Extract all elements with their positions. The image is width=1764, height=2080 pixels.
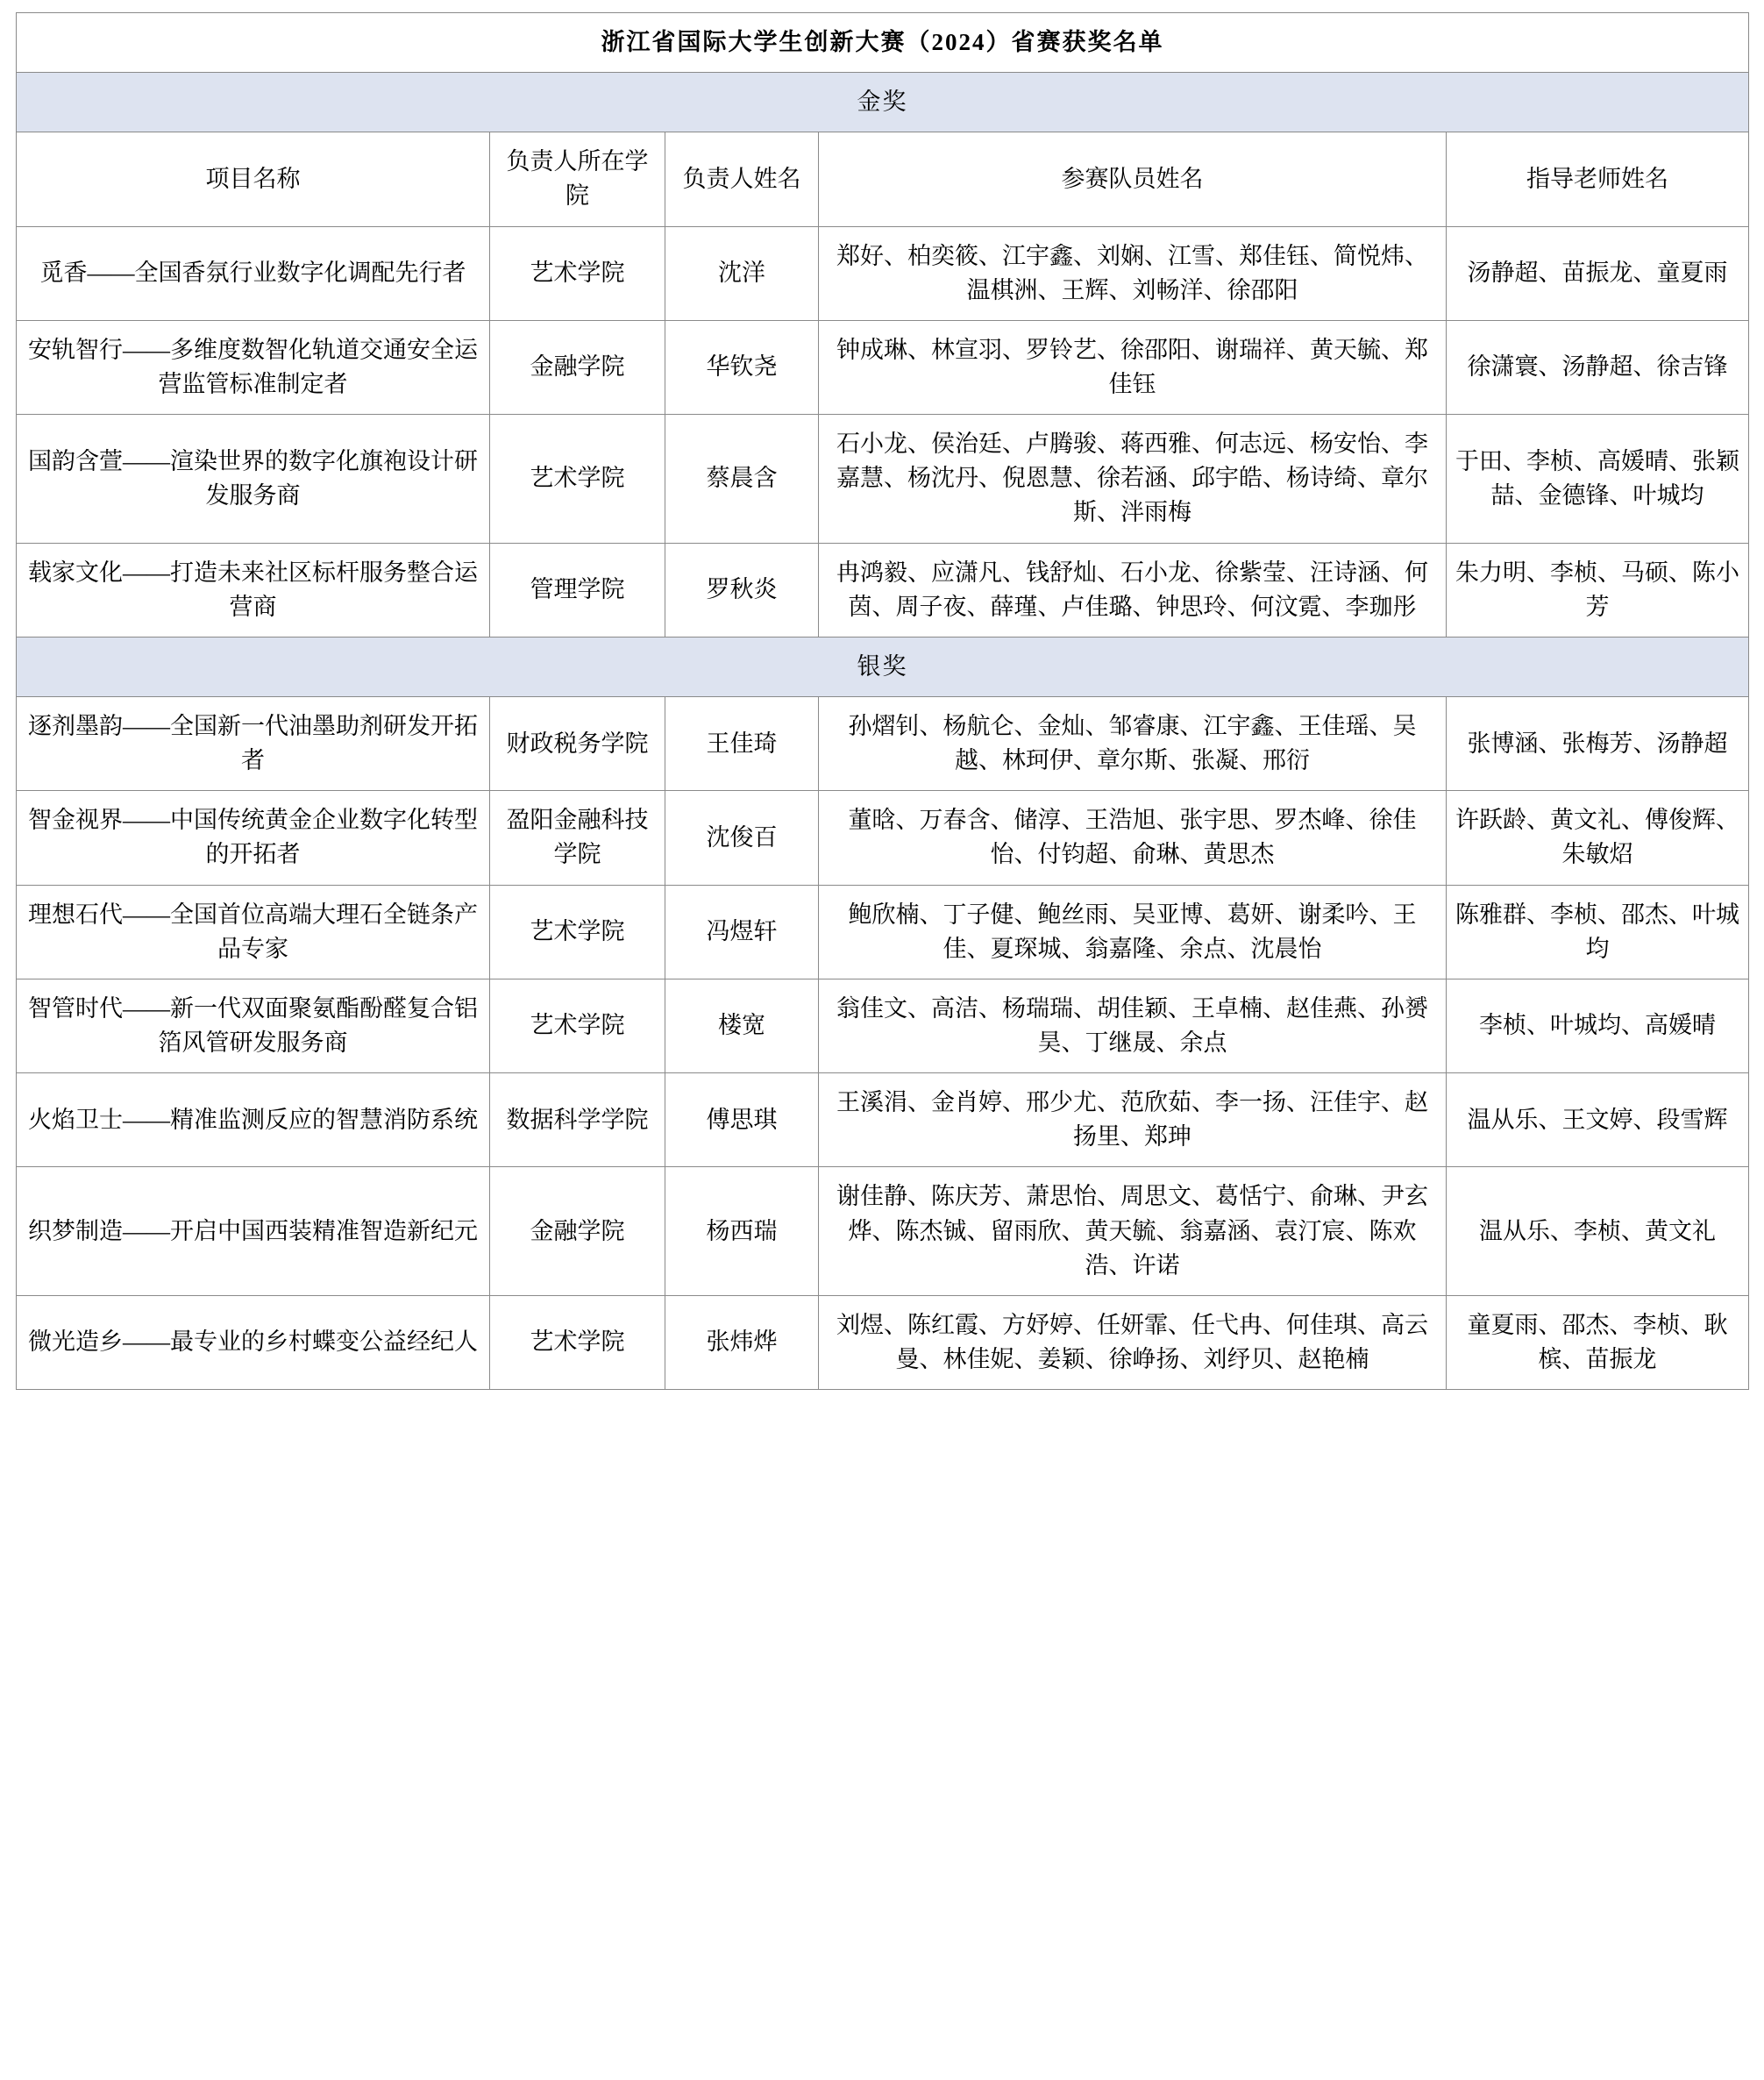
cell-project: 载家文化——打造未来社区标杆服务整合运营商 xyxy=(17,543,490,637)
cell-teachers: 张博涵、张梅芳、汤静超 xyxy=(1447,696,1749,790)
table-row xyxy=(17,696,1749,790)
column-header-teachers: 指导老师姓名 xyxy=(1447,132,1749,226)
cell-leader: 冯煜轩 xyxy=(665,885,819,979)
table-row xyxy=(17,1295,1749,1389)
table-row xyxy=(17,885,1749,979)
cell-college: 艺术学院 xyxy=(490,979,665,1072)
table-body xyxy=(17,13,1749,1390)
section-row-gold xyxy=(17,73,1749,132)
cell-members: 董晗、万春含、储淳、王浩旭、张宇思、罗杰峰、徐佳怡、付钧超、俞琳、黄思杰 xyxy=(819,791,1447,885)
table-row xyxy=(17,1073,1749,1167)
cell-college: 财政税务学院 xyxy=(490,696,665,790)
cell-members: 钟成琳、林宣羽、罗铃艺、徐邵阳、谢瑞祥、黄天毓、郑佳钰 xyxy=(819,320,1447,414)
cell-members: 翁佳文、高洁、杨瑞瑞、胡佳颖、王卓楠、赵佳燕、孙赟昊、丁继晟、余点 xyxy=(819,979,1447,1072)
cell-leader: 楼宽 xyxy=(665,979,819,1072)
table-row xyxy=(17,320,1749,414)
cell-members: 石小龙、侯治廷、卢腾骏、蒋西雅、何志远、杨安怡、李嘉慧、杨沈丹、倪恩慧、徐若涵、邱宇皓、杨诗绮、章尔斯、泮雨梅 xyxy=(819,415,1447,543)
column-header-college: 负责人所在学院 xyxy=(490,132,665,226)
document-title: 浙江省国际大学生创新大赛（2024）省赛获奖名单 xyxy=(17,13,1749,73)
table-row xyxy=(17,226,1749,320)
cell-project: 智金视界——中国传统黄金企业数字化转型的开拓者 xyxy=(17,791,490,885)
title-row xyxy=(17,13,1749,73)
cell-college: 艺术学院 xyxy=(490,1295,665,1389)
cell-college: 艺术学院 xyxy=(490,415,665,543)
cell-members: 孙熠钊、杨航仑、金灿、邹睿康、江宇鑫、王佳瑶、吴越、林珂伊、章尔斯、张凝、邢衍 xyxy=(819,696,1447,790)
cell-college: 金融学院 xyxy=(490,1167,665,1295)
cell-college: 艺术学院 xyxy=(490,885,665,979)
cell-leader: 蔡晨含 xyxy=(665,415,819,543)
table-row xyxy=(17,791,1749,885)
column-header-row xyxy=(17,132,1749,226)
section-row-silver xyxy=(17,637,1749,696)
section-header-silver: 银奖 xyxy=(17,637,1749,696)
cell-teachers: 陈雅群、李桢、邵杰、叶城均 xyxy=(1447,885,1749,979)
cell-leader: 杨西瑞 xyxy=(665,1167,819,1295)
cell-leader: 傅思琪 xyxy=(665,1073,819,1167)
section-header-gold: 金奖 xyxy=(17,73,1749,132)
cell-members: 王溪涓、金肖婷、邢少尤、范欣茹、李一扬、汪佳宇、赵扬里、郑珅 xyxy=(819,1073,1447,1167)
cell-college: 数据科学学院 xyxy=(490,1073,665,1167)
cell-project: 火焰卫士——精准监测反应的智慧消防系统 xyxy=(17,1073,490,1167)
cell-leader: 沈俊百 xyxy=(665,791,819,885)
cell-leader: 罗秋炎 xyxy=(665,543,819,637)
cell-teachers: 朱力明、李桢、马硕、陈小芳 xyxy=(1447,543,1749,637)
cell-college: 盈阳金融科技学院 xyxy=(490,791,665,885)
cell-teachers: 李桢、叶城均、高媛晴 xyxy=(1447,979,1749,1072)
cell-members: 鲍欣楠、丁子健、鲍丝雨、吴亚博、葛妍、谢柔吟、王佳、夏琛城、翁嘉隆、余点、沈晨怡 xyxy=(819,885,1447,979)
cell-project: 织梦制造——开启中国西装精准智造新纪元 xyxy=(17,1167,490,1295)
table-row xyxy=(17,543,1749,637)
cell-teachers: 温从乐、李桢、黄文礼 xyxy=(1447,1167,1749,1295)
cell-leader: 张炜烨 xyxy=(665,1295,819,1389)
table-row xyxy=(17,1167,1749,1295)
table-row xyxy=(17,979,1749,1072)
award-list-table xyxy=(16,12,1749,1390)
cell-teachers: 于田、李桢、高媛晴、张颖喆、金德锋、叶城均 xyxy=(1447,415,1749,543)
cell-college: 艺术学院 xyxy=(490,226,665,320)
cell-project: 觅香——全国香氛行业数字化调配先行者 xyxy=(17,226,490,320)
cell-leader: 王佳琦 xyxy=(665,696,819,790)
cell-project: 智管时代——新一代双面聚氨酯酚醛复合铝箔风管研发服务商 xyxy=(17,979,490,1072)
cell-college: 管理学院 xyxy=(490,543,665,637)
cell-members: 冉鸿毅、应潇凡、钱舒灿、石小龙、徐紫莹、汪诗涵、何茵、周子夜、薛瑾、卢佳璐、钟思玲、何汶霓、李珈彤 xyxy=(819,543,1447,637)
cell-members: 郑好、柏奕筱、江宇鑫、刘娴、江雪、郑佳钰、简悦炜、温棋洲、王辉、刘畅洋、徐邵阳 xyxy=(819,226,1447,320)
cell-leader: 沈洋 xyxy=(665,226,819,320)
cell-teachers: 徐潇寰、汤静超、徐吉锋 xyxy=(1447,320,1749,414)
column-header-leader: 负责人姓名 xyxy=(665,132,819,226)
cell-project: 国韵含萱——渲染世界的数字化旗袍设计研发服务商 xyxy=(17,415,490,543)
cell-teachers: 许跃龄、黄文礼、傅俊辉、朱敏炤 xyxy=(1447,791,1749,885)
table-row xyxy=(17,415,1749,543)
cell-teachers: 童夏雨、邵杰、李桢、耿槟、苗振龙 xyxy=(1447,1295,1749,1389)
cell-project: 逐剂墨韵——全国新一代油墨助剂研发开拓者 xyxy=(17,696,490,790)
cell-project: 安轨智行——多维度数智化轨道交通安全运营监管标准制定者 xyxy=(17,320,490,414)
cell-members: 谢佳静、陈庆芳、萧思怡、周思文、葛恬宁、俞琳、尹玄烨、陈杰铖、留雨欣、黄天毓、翁嘉涵、袁汀宸、陈欢浩、许诺 xyxy=(819,1167,1447,1295)
cell-college: 金融学院 xyxy=(490,320,665,414)
cell-leader: 华钦尧 xyxy=(665,320,819,414)
cell-teachers: 汤静超、苗振龙、童夏雨 xyxy=(1447,226,1749,320)
cell-project: 理想石代——全国首位高端大理石全链条产品专家 xyxy=(17,885,490,979)
column-header-members: 参赛队员姓名 xyxy=(819,132,1447,226)
column-header-project: 项目名称 xyxy=(17,132,490,226)
cell-teachers: 温从乐、王文婷、段雪辉 xyxy=(1447,1073,1749,1167)
cell-members: 刘煜、陈红霞、方妤婷、任妍霏、任弋冉、何佳琪、高云曼、林佳妮、姜颖、徐峥扬、刘纾贝、赵艳楠 xyxy=(819,1295,1447,1389)
cell-project: 微光造乡——最专业的乡村蝶变公益经纪人 xyxy=(17,1295,490,1389)
